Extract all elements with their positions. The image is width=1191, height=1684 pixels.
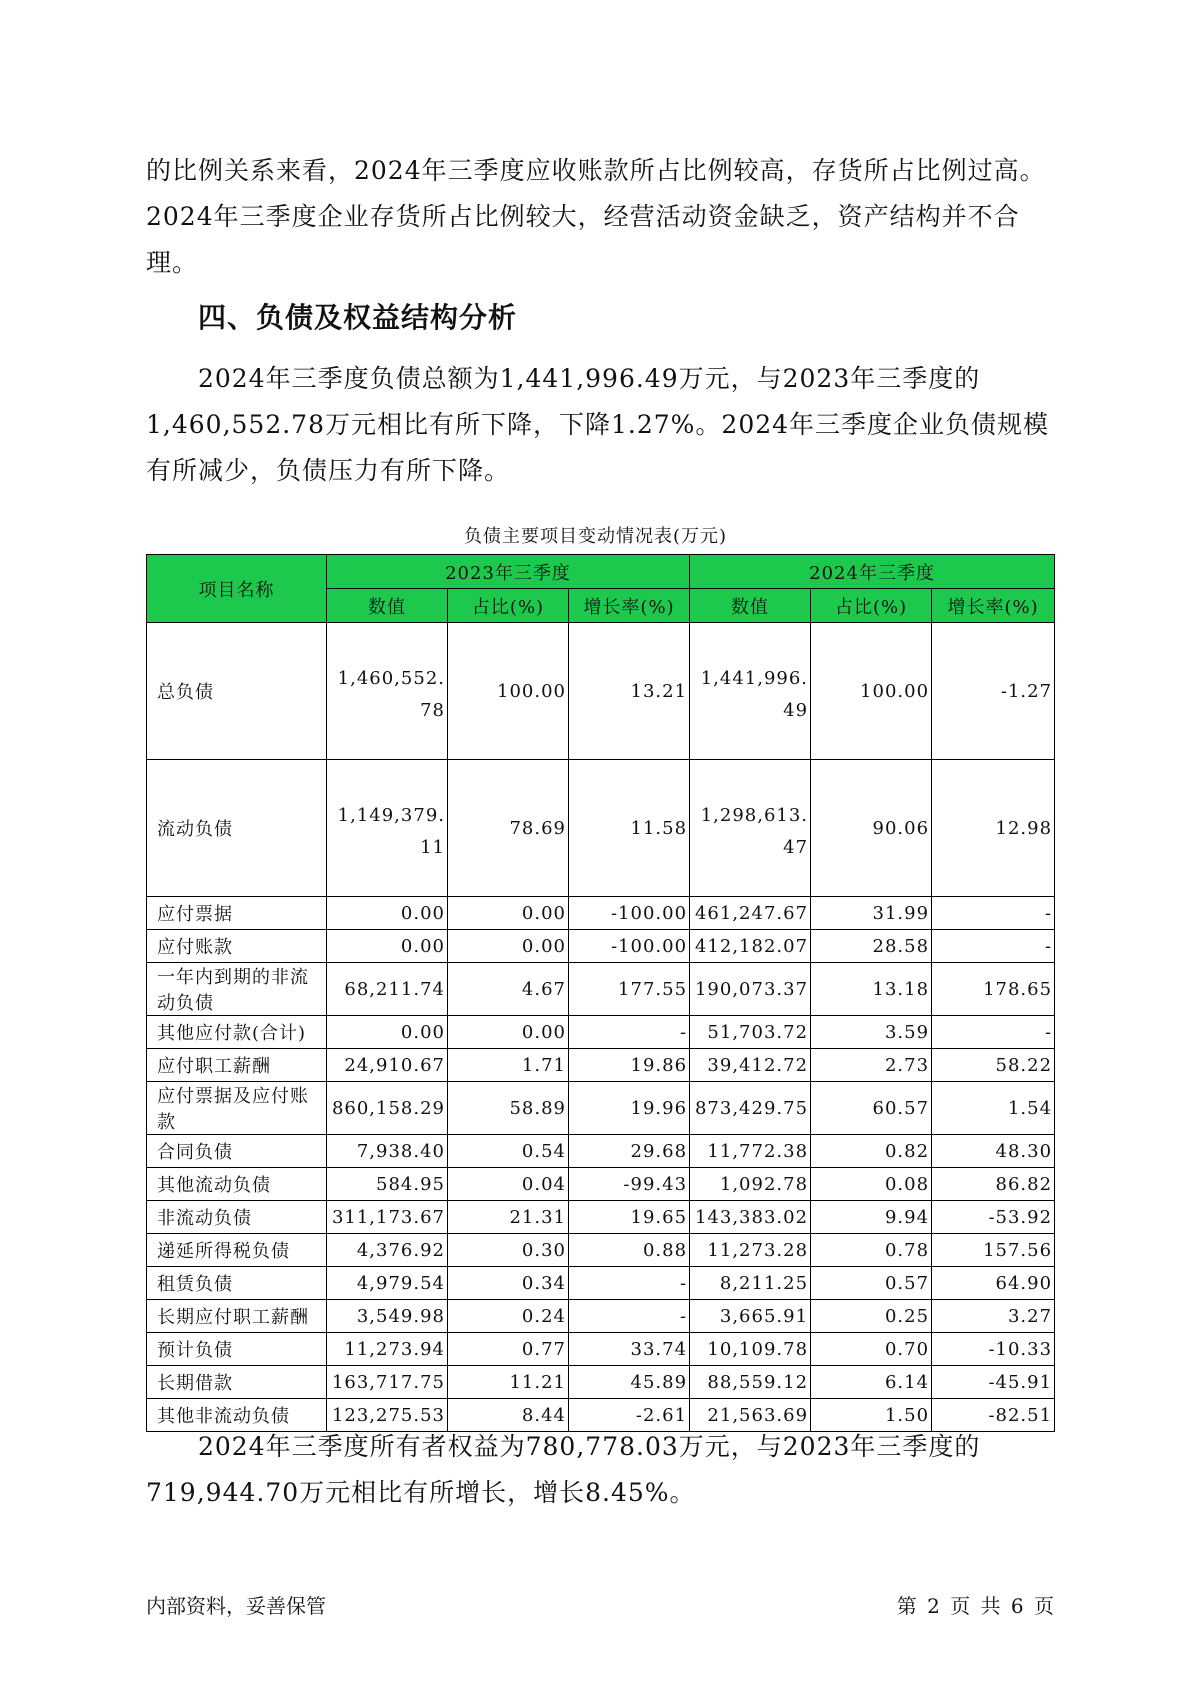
cell-v23: 4,376.92 [327, 1234, 448, 1267]
cell-s24: 0.25 [811, 1300, 932, 1333]
header-item-name: 项目名称 [147, 555, 327, 623]
cell-g24: -1.27 [932, 623, 1055, 760]
table-caption: 负债主要项目变动情况表(万元) [463, 526, 728, 547]
row-item-name: 一年内到期的非流动负债 [147, 963, 327, 1016]
cell-s24: 28.58 [811, 930, 932, 963]
row-item-name: 应付职工薪酬 [147, 1049, 327, 1082]
cell-v24: 11,772.38 [690, 1135, 811, 1168]
cell-s23: 0.54 [448, 1135, 569, 1168]
cell-s24: 9.94 [811, 1201, 932, 1234]
cell-g24: 3.27 [932, 1300, 1055, 1333]
cell-v24: 873,429.75 [690, 1082, 811, 1135]
cell-g23: -100.00 [569, 897, 690, 930]
section-heading: 四、负债及权益结构分析 [198, 301, 518, 334]
cell-v23: 4,979.54 [327, 1267, 448, 1300]
cell-g24: 48.30 [932, 1135, 1055, 1168]
cell-g24: -53.92 [932, 1201, 1055, 1234]
cell-g23: -2.61 [569, 1399, 690, 1432]
cell-g23: 29.68 [569, 1135, 690, 1168]
cell-g23: 177.55 [569, 963, 690, 1016]
cell-g23: 19.86 [569, 1049, 690, 1082]
cell-v23: 1,149,379.11 [327, 760, 448, 897]
cell-v23: 11,273.94 [327, 1333, 448, 1366]
cell-v24: 412,182.07 [690, 930, 811, 963]
table-row [147, 1234, 1055, 1267]
header-value-2024: 数值 [690, 589, 811, 623]
cell-v24: 51,703.72 [690, 1016, 811, 1049]
cell-g24: 58.22 [932, 1049, 1055, 1082]
cell-g24: -10.33 [932, 1333, 1055, 1366]
cell-g23: - [569, 1267, 690, 1300]
cell-v24: 143,383.02 [690, 1201, 811, 1234]
cell-g23: -100.00 [569, 930, 690, 963]
cell-v23: 3,549.98 [327, 1300, 448, 1333]
row-item-name: 长期应付职工薪酬 [147, 1300, 327, 1333]
table-row [147, 897, 1055, 930]
cell-g24: - [932, 930, 1055, 963]
table-row [147, 1135, 1055, 1168]
header-growth-2023: 增长率(%) [569, 589, 690, 623]
cell-g24: -82.51 [932, 1399, 1055, 1432]
cell-v23: 123,275.53 [327, 1399, 448, 1432]
table-row [147, 963, 1055, 1016]
cell-g24: 12.98 [932, 760, 1055, 897]
cell-v24: 11,273.28 [690, 1234, 811, 1267]
table-row [147, 1016, 1055, 1049]
table-row [147, 1201, 1055, 1234]
cell-g24: 86.82 [932, 1168, 1055, 1201]
cell-v23: 0.00 [327, 897, 448, 930]
cell-s23: 58.89 [448, 1082, 569, 1135]
cell-v23: 163,717.75 [327, 1366, 448, 1399]
table-row [147, 1168, 1055, 1201]
cell-v24: 190,073.37 [690, 963, 811, 1016]
row-item-name: 预计负债 [147, 1333, 327, 1366]
table-row [147, 760, 1055, 897]
cell-v23: 311,173.67 [327, 1201, 448, 1234]
table-row [147, 1333, 1055, 1366]
cell-v24: 461,247.67 [690, 897, 811, 930]
cell-v24: 1,441,996.49 [690, 623, 811, 760]
cell-v24: 3,665.91 [690, 1300, 811, 1333]
cell-s23: 0.24 [448, 1300, 569, 1333]
cell-v23: 7,938.40 [327, 1135, 448, 1168]
cell-s24: 2.73 [811, 1049, 932, 1082]
cell-s24: 1.50 [811, 1399, 932, 1432]
cell-v24: 21,563.69 [690, 1399, 811, 1432]
cell-v23: 584.95 [327, 1168, 448, 1201]
table-row [147, 1049, 1055, 1082]
row-item-name: 应付票据及应付账款 [147, 1082, 327, 1135]
cell-v23: 860,158.29 [327, 1082, 448, 1135]
paragraph-asset-structure: 的比例关系来看，2024年三季度应收账款所占比例较高，存货所占比例过高。2024年三季度企业存货所占比例较大，经营活动资金缺乏，资产结构并不合理。 [146, 156, 1046, 277]
paragraph-equity-summary: 2024年三季度所有者权益为780,778.03万元，与2023年三季度的719,944.70万元相比有所增长，增长8.45%。 [146, 1432, 981, 1507]
header-share-2024: 占比(%) [811, 589, 932, 623]
cell-g24: 157.56 [932, 1234, 1055, 1267]
cell-s24: 6.14 [811, 1366, 932, 1399]
liabilities-table-container [146, 554, 1054, 1432]
row-item-name: 递延所得税负债 [147, 1234, 327, 1267]
cell-s24: 0.82 [811, 1135, 932, 1168]
header-value-2023: 数值 [327, 589, 448, 623]
cell-g23: 13.21 [569, 623, 690, 760]
cell-s23: 21.31 [448, 1201, 569, 1234]
cell-g23: - [569, 1300, 690, 1333]
cell-g24: - [932, 1016, 1055, 1049]
header-growth-2024: 增长率(%) [932, 589, 1055, 623]
cell-g24: 64.90 [932, 1267, 1055, 1300]
cell-v24: 8,211.25 [690, 1267, 811, 1300]
cell-s24: 0.78 [811, 1234, 932, 1267]
table-row [147, 1082, 1055, 1135]
cell-s24: 31.99 [811, 897, 932, 930]
cell-g23: -99.43 [569, 1168, 690, 1201]
table-body [147, 623, 1055, 1432]
row-item-name: 其他流动负债 [147, 1168, 327, 1201]
cell-g23: 19.96 [569, 1082, 690, 1135]
cell-g23: 19.65 [569, 1201, 690, 1234]
cell-g24: 178.65 [932, 963, 1055, 1016]
row-item-name: 租赁负债 [147, 1267, 327, 1300]
cell-s23: 0.30 [448, 1234, 569, 1267]
row-item-name: 长期借款 [147, 1366, 327, 1399]
cell-v23: 1,460,552.78 [327, 623, 448, 760]
cell-g23: 11.58 [569, 760, 690, 897]
cell-v23: 24,910.67 [327, 1049, 448, 1082]
cell-v24: 39,412.72 [690, 1049, 811, 1082]
cell-s24: 13.18 [811, 963, 932, 1016]
cell-s23: 0.00 [448, 897, 569, 930]
liabilities-table [146, 554, 1055, 1432]
cell-s24: 60.57 [811, 1082, 932, 1135]
cell-g23: - [569, 1016, 690, 1049]
cell-g24: - [932, 897, 1055, 930]
row-item-name: 总负债 [147, 623, 327, 760]
cell-s24: 90.06 [811, 760, 932, 897]
row-item-name: 其他非流动负债 [147, 1399, 327, 1432]
cell-g23: 33.74 [569, 1333, 690, 1366]
cell-s24: 0.57 [811, 1267, 932, 1300]
cell-s23: 100.00 [448, 623, 569, 760]
cell-v23: 68,211.74 [327, 963, 448, 1016]
cell-s23: 11.21 [448, 1366, 569, 1399]
row-item-name: 流动负债 [147, 760, 327, 897]
cell-s23: 1.71 [448, 1049, 569, 1082]
cell-v23: 0.00 [327, 930, 448, 963]
cell-s23: 0.04 [448, 1168, 569, 1201]
cell-v24: 88,559.12 [690, 1366, 811, 1399]
row-item-name: 其他应付款(合计) [147, 1016, 327, 1049]
cell-v24: 1,298,613.47 [690, 760, 811, 897]
cell-s24: 0.70 [811, 1333, 932, 1366]
cell-v24: 1,092.78 [690, 1168, 811, 1201]
footer-page-number: 第 2 页 共 6 页 [896, 1594, 1054, 1618]
cell-g24: 1.54 [932, 1082, 1055, 1135]
row-item-name: 非流动负债 [147, 1201, 327, 1234]
cell-s23: 0.00 [448, 1016, 569, 1049]
cell-g24: -45.91 [932, 1366, 1055, 1399]
cell-s24: 3.59 [811, 1016, 932, 1049]
cell-s24: 0.08 [811, 1168, 932, 1201]
table-row [147, 1366, 1055, 1399]
cell-s23: 78.69 [448, 760, 569, 897]
paragraph-liabilities-summary: 2024年三季度负债总额为1,441,996.49万元，与2023年三季度的1,460,552.78万元相比有所下降，下降1.27%。2024年三季度企业负债规模有所减少，负债压力有所下降。 [146, 364, 1050, 485]
cell-v24: 10,109.78 [690, 1333, 811, 1366]
cell-v23: 0.00 [327, 1016, 448, 1049]
cell-g23: 0.88 [569, 1234, 690, 1267]
cell-g23: 45.89 [569, 1366, 690, 1399]
cell-s24: 100.00 [811, 623, 932, 760]
row-item-name: 合同负债 [147, 1135, 327, 1168]
row-item-name: 应付账款 [147, 930, 327, 963]
cell-s23: 0.34 [448, 1267, 569, 1300]
cell-s23: 0.77 [448, 1333, 569, 1366]
table-row [147, 623, 1055, 760]
header-period-2023: 2023年三季度 [327, 555, 690, 589]
footer-confidential-note: 内部资料，妥善保管 [146, 1594, 326, 1618]
cell-s23: 8.44 [448, 1399, 569, 1432]
table-row [147, 1267, 1055, 1300]
table-header-row-1 [147, 555, 1055, 589]
header-share-2023: 占比(%) [448, 589, 569, 623]
cell-s23: 0.00 [448, 930, 569, 963]
table-row [147, 1300, 1055, 1333]
header-period-2024: 2024年三季度 [690, 555, 1055, 589]
table-row [147, 930, 1055, 963]
row-item-name: 应付票据 [147, 897, 327, 930]
cell-s23: 4.67 [448, 963, 569, 1016]
